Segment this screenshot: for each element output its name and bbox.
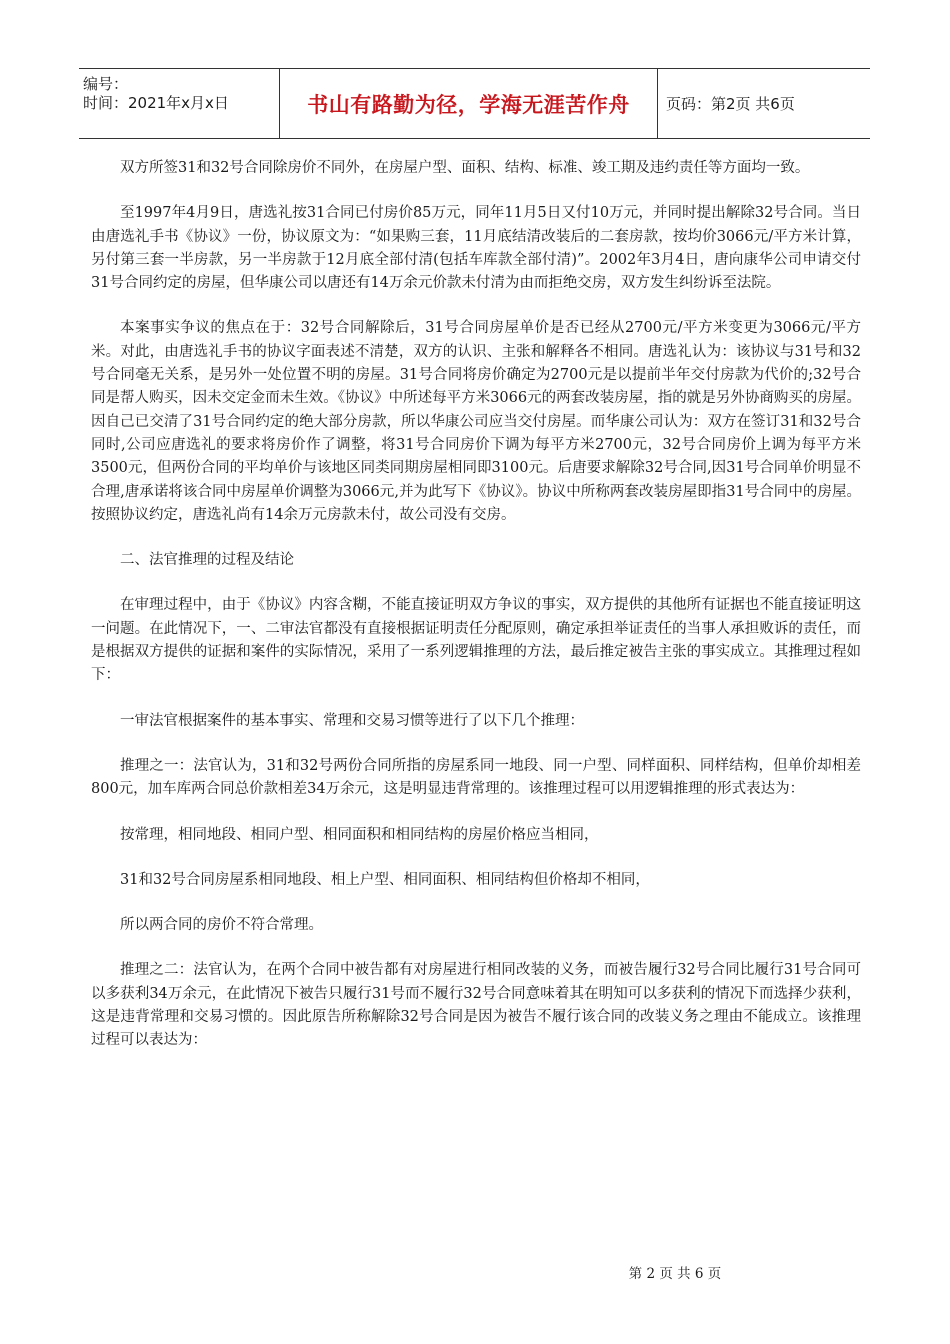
header-meta	[79, 69, 280, 138]
paragraph: 按常理，相同地段、相同户型、相同面积和相同结构的房屋价格应当相同，	[120, 826, 599, 843]
header-motto: 书山有路勤为径，学海无涯苦作舟	[280, 69, 658, 138]
paragraph: 本案事实争议的焦点在于：32号合同解除后，31号合同房屋单价是否已经从2700元/平方米变更为3066元/平方米。对此，由唐选礼手书的协议字面表述不清楚，双方的认识、主张和解释各不相同。唐选礼认为：该协议与31号和32号合同毫无关系，是另外一处位置不明的房屋。31号合同将房价确定为2700元是以提前半年交付房款为代价的;32号合同是帮人购买，因未交定金而未生效。《协议》中所述每平方米3066元的两套改装房屋，指的就是另外协商购买的房屋。因自己已交清了31号合同约定的绝大部分房款，所以华康公司应当交付房屋。而华康公司认为：双方在签订31和32号合同时,公司应唐选礼的要求将房价作了调整，将31号合同房价下调为每平方米2700元，32号合同房价上调为每平方米3500元，但两份合同的平均单价与该地区同类同期房屋相同即3100元。后唐要求解除32号合同,因31号合同单价明显不合理,唐承诺将该合同中房屋单价调整为3066元,并为此写下《协议》。协议中所称两套改装房屋即指31号合同中的房屋。按照协议约定，唐选礼尚有14余万元房款未付，故公司没有交房。	[91, 320, 861, 523]
paragraph: 一审法官根据案件的基本事实、常理和交易习惯等进行了以下几个推理：	[120, 712, 584, 729]
page-footer: 第 2 页 共 6 页	[628, 1266, 722, 1282]
paragraph: 推理之一：法官认为，31和32号两份合同所指的房屋系同一地段、同一户型、同样面积、同样结构，但单价却相差800元，加车库两合同总价款相差34万余元，这是明显违背常理的。该推理过程可以用逻辑推理的形式表达为：	[91, 757, 861, 798]
header-page-label: 页码：第2页 共6页	[666, 95, 795, 113]
paragraph: 在审理过程中，由于《协议》内容含糊，不能直接证明双方争议的事实，双方提供的其他所有证据也不能直接证明这一问题。在此情况下，一、二审法官都没有直接根据证明责任分配原则，确定承担举证责任的当事人承担败诉的责任，而是根据双方提供的证据和案件的实际情况，采用了一系列逻辑推理的方法，最后推定被告主张的事实成立。其推理过程如下：	[91, 597, 861, 684]
section-heading: 二、法官推理的过程及结论	[120, 552, 294, 569]
page-header	[79, 68, 870, 139]
time-label: 时间：2021年x月x日	[83, 94, 229, 112]
paragraph: 双方所签31和32号合同除房价不同外，在房屋户型、面积、结构、标准、竣工期及违约责任等方面均一致。	[120, 160, 810, 176]
document-body	[91, 157, 861, 1075]
paragraph: 至1997年4月9日，唐选礼按31合同已付房价85万元，同年11月5日又付10万元，并同时提出解除32号合同。当日由唐选礼手书《协议》一份，协议原文为：“如果购三套，11月底结清改装后的二套房款，按均价3066元/平方米计算，另付第三套一半房款，另一半房款于12月底全部付清(包括车库款全部付清)”。2002年3月4日，唐向康华公司申请交付31号合同约定的房屋，但华康公司以唐还有14万余元价款未付清为由而拒绝交房，双方发生纠纷诉至法院。	[91, 205, 861, 292]
number-label: 编号：	[83, 75, 129, 93]
paragraph: 推理之二：法官认为，在两个合同中被告都有对房屋进行相同改装的义务，而被告履行32号合同比履行31号合同可以多获利34万余元，在此情况下被告只履行31号而不履行32号合同意味着其在明知可以多获利的情况下而选择少获利，这是违背常理和交易习惯的。因此原告所称解除32号合同是因为被告不履行该合同的改装义务之理由不能成立。该推理过程可以表达为：	[91, 962, 861, 1049]
paragraph: 31和32号合同房屋系相同地段、相上户型、相同面积、相同结构但价格却不相同，	[120, 871, 650, 888]
paragraph: 所以两合同的房价不符合常理。	[120, 917, 323, 934]
